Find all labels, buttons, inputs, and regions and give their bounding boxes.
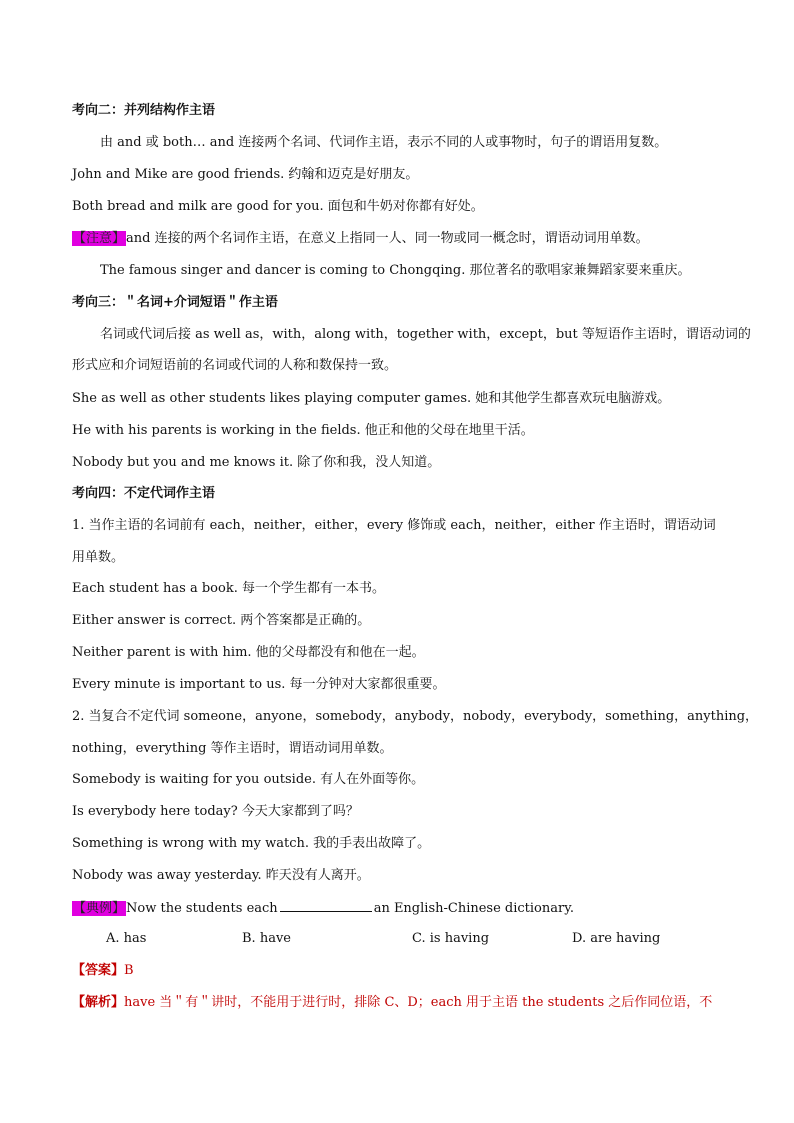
rule-text: nothing，everything 等作主语时，谓语动词用单数。 [72, 741, 393, 756]
example-sentence: Somebody is waiting for you outside. 有人在外面等你。 [72, 772, 425, 787]
example-sentence: Nobody but you and me knows it. 除了你和我，没人知道。 [72, 455, 441, 470]
example-sentence: Is everybody here today? 今天大家都到了吗？ [72, 804, 359, 819]
section-heading-2: 考向二：并列结构作主语 [72, 103, 216, 118]
example-sentence: Something is wrong with my watch. 我的手表出故障了。 [72, 836, 431, 851]
option-d: D. are having [572, 931, 661, 946]
example-question [72, 899, 574, 918]
example-sentence: The famous singer and dancer is coming to Chongqing. 那位著名的歌唱家兼舞蹈家要来重庆。 [100, 263, 691, 278]
example-sentence: She as well as other students likes playing computer games. 她和其他学生都喜欢玩电脑游戏。 [72, 391, 671, 406]
note-line [72, 230, 649, 248]
section-heading-3: 考向三：＂名词+介词短语＂作主语 [72, 295, 278, 310]
options-row [0, 930, 794, 948]
answer-value: B [124, 963, 134, 978]
example-sentence: He with his parents is working in the fields. 他正和他的父母在地里干活。 [72, 423, 534, 438]
question-stem-after: an English-Chinese dictionary. [373, 901, 574, 916]
rule-text: 形式应和介词短语前的名词或代词的人称和数保持一致。 [72, 358, 398, 373]
analysis-tag: 【解析】 [72, 995, 125, 1010]
option-b: B. have [242, 931, 291, 946]
example-sentence: Every minute is important to us. 每一分钟对大家都很重要。 [72, 677, 446, 692]
question-stem-before: Now the students each [126, 901, 278, 916]
example-sentence: Each student has a book. 每一个学生都有一本书。 [72, 581, 385, 596]
section-heading-4: 考向四：不定代词作主语 [72, 486, 216, 501]
answer-tag: 【答案】 [72, 963, 125, 978]
note-text: and 连接的两个名词作主语，在意义上指同一人、同一物或同一概念时，谓语动词用单数。 [126, 231, 649, 246]
example-sentence: John and Mike are good friends. 约翰和迈克是好朋友。 [72, 167, 419, 182]
rule-text: 用单数。 [72, 550, 125, 565]
option-a: A. has [106, 931, 147, 946]
example-sentence: Nobody was away yesterday. 昨天没有人离开。 [72, 868, 370, 883]
analysis-text: have 当＂有＂讲时，不能用于进行时，排除 C、D；each 用于主语 the students 之后作同位语，不 [124, 995, 713, 1010]
example-sentence: Either answer is correct. 两个答案都是正确的。 [72, 613, 371, 628]
analysis-line [72, 994, 712, 1012]
example-sentence: Both bread and milk are good for you. 面包和牛奶对你都有好处。 [72, 199, 484, 214]
rule-text: 由 and 或 both… and 连接两个名词、代词作主语，表示不同的人或事物时，句子的谓语用复数。 [100, 135, 668, 150]
answer-blank [280, 899, 372, 912]
rule-text: 名词或代词后接 as well as，with，along with，together with，except，but 等短语作主语时，谓语动词的 [100, 327, 751, 342]
option-c: C. is having [412, 931, 490, 946]
note-tag: 【注意】 [73, 231, 126, 246]
answer-line [72, 962, 134, 980]
rule-text: 2. 当复合不定代词 someone，anyone，somebody，anybody，nobody，everybody，something，anything， [72, 709, 759, 724]
example-sentence: Neither parent is with him. 他的父母都没有和他在一起。 [72, 645, 425, 660]
rule-text: 1. 当作主语的名词前有 each，neither，either，every 修饰或 each，neither，either 作主语时，谓语动词 [72, 518, 716, 533]
example-tag: 【典例】 [73, 901, 126, 916]
